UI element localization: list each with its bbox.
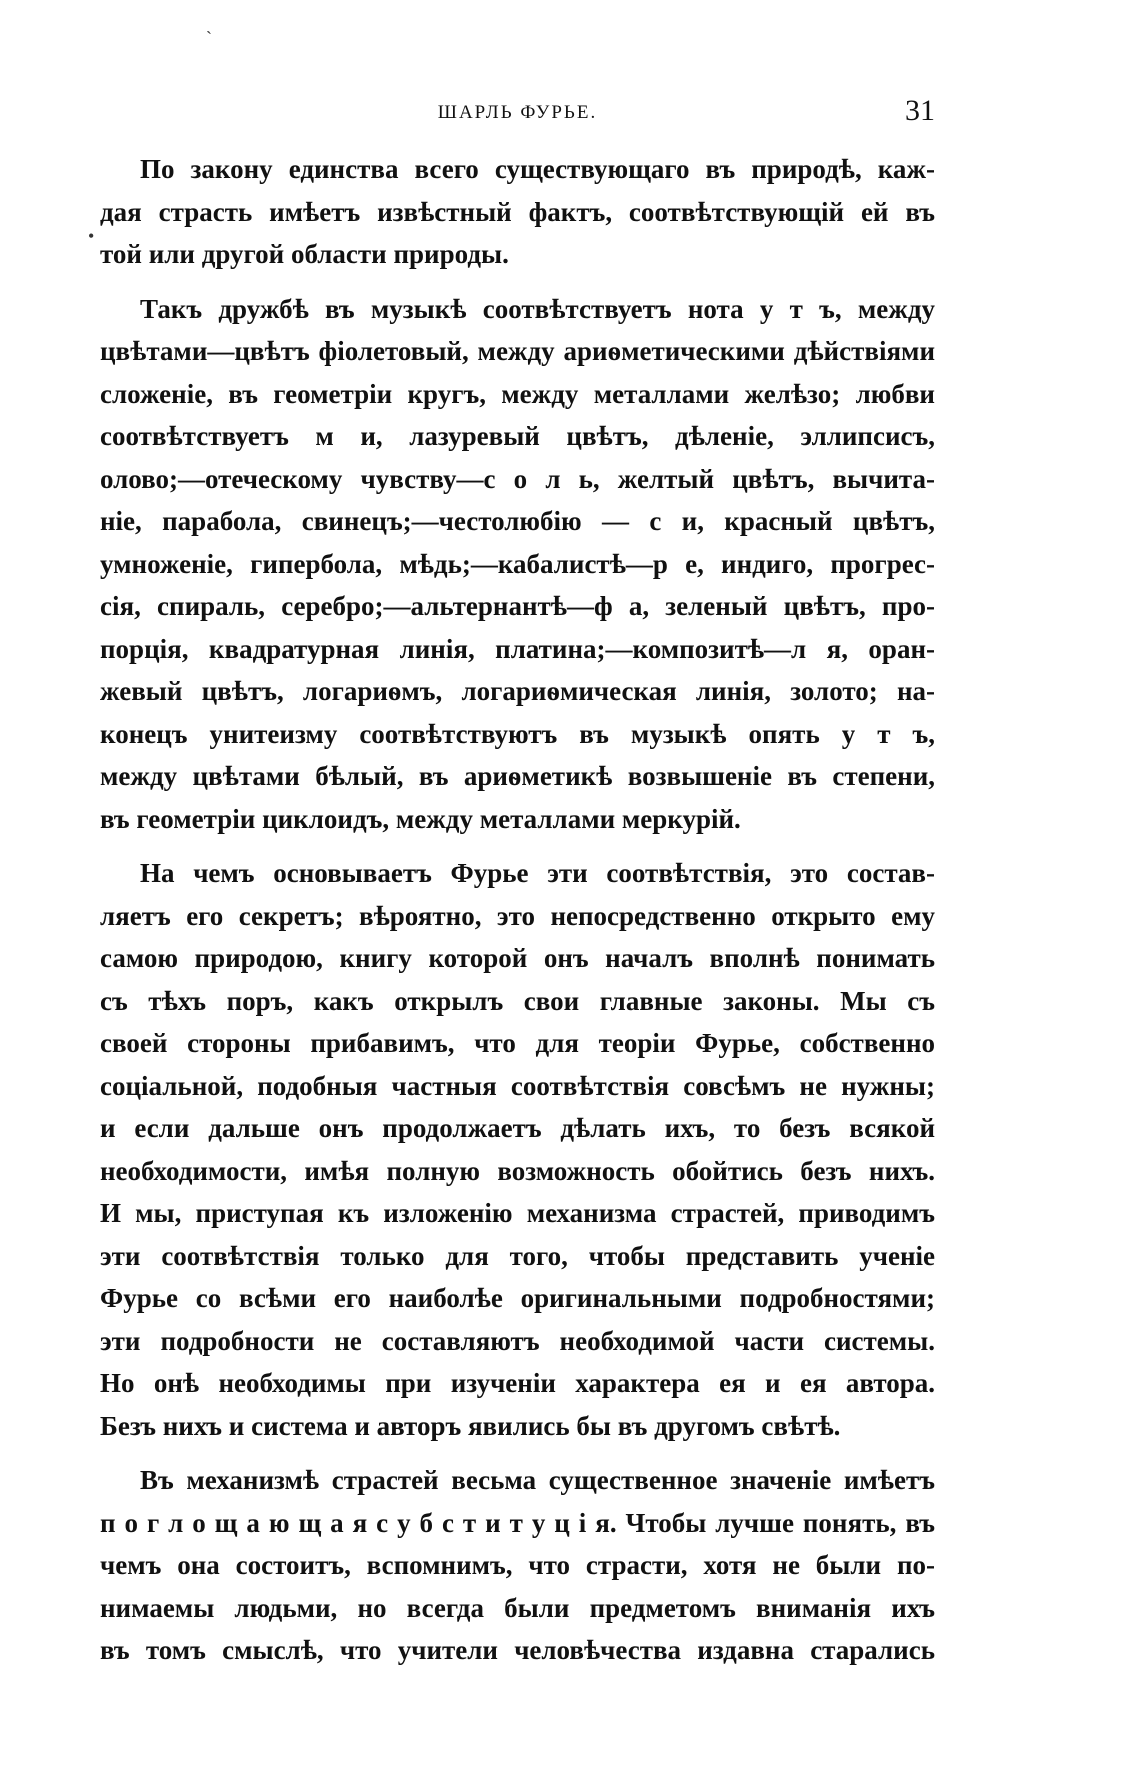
text-line: ніе, парабола, свинецъ;—честолюбію — с и, красный цвѣтъ, xyxy=(100,506,935,536)
text-line: съ тѣхъ поръ, какъ открылъ свои главные законы. Мы съ xyxy=(100,985,935,1016)
text-line: Фурье со всѣми его наиболѣе оригинальными подробностями; xyxy=(100,1283,935,1313)
text-line: чемъ она состоитъ, вспомнимъ, что страсти, хотя не были по- xyxy=(100,1550,935,1580)
text-line: сложеніе, въ геометріи кругъ, между металлами желѣзо; любви xyxy=(100,378,935,409)
text-line: самою природою, книгу которой онъ началъ вполнѣ понимать xyxy=(100,943,935,973)
text-line: Но онѣ необходимы при изученіи характера ея и ея автора. xyxy=(100,1368,935,1398)
text-line: На чемъ основываетъ Фурье эти соотвѣтствія, это состав- xyxy=(140,858,935,888)
paragraph-3 xyxy=(100,852,935,1447)
text-line: нимаемы людьми, но всегда были предметомъ вниманія ихъ xyxy=(100,1592,935,1623)
text-line: Безъ нихъ и система и авторъ явились бы въ другомъ свѣтѣ. xyxy=(100,1410,841,1441)
page-number: 31 xyxy=(905,94,935,127)
text-line: той или другой области природы. xyxy=(100,239,509,269)
text-line: Такъ дружбѣ въ музыкѣ соотвѣтствуетъ нота у т ъ, между xyxy=(140,293,935,324)
text-line: конецъ унитеизму соотвѣтствуютъ въ музыкѣ опять у т ъ, xyxy=(100,718,935,749)
text-line: соотвѣтствуетъ м и, лазуревый цвѣтъ, дѣленіе, эллипсисъ, xyxy=(100,421,935,451)
text-line: необходимости, имѣя полную возможность обойтись безъ нихъ. xyxy=(100,1155,935,1186)
text-line: своей стороны прибавимъ, что для теоріи Фурье, собственно xyxy=(100,1028,935,1058)
text-line: сія, спираль, серебро;—альтернантѣ—ф а, зеленый цвѣтъ, про- xyxy=(100,591,935,621)
page-header xyxy=(100,94,935,134)
paragraph-4 xyxy=(100,1459,935,1672)
text-line: эти подробности не составляютъ необходимой части системы. xyxy=(100,1325,935,1356)
text-line: дая страсть имѣетъ извѣстный фактъ, соотвѣтствующій ей въ xyxy=(100,196,935,227)
text-line: умноженіе, гипербола, мѣдь;—кабалистѣ—р е, индиго, прогрес- xyxy=(100,548,935,579)
stray-mark: ˋ xyxy=(206,28,212,48)
text-line: и если дальше онъ продолжаетъ дѣлать ихъ, то безъ всякой xyxy=(100,1113,935,1143)
text-line: п о г л о щ а ю щ а я с у б с т и т у ц і я. Чтобы лучше понять, въ xyxy=(100,1507,935,1538)
body-text xyxy=(100,148,935,1672)
text-line: Въ механизмѣ страстей весьма существенное значеніе имѣетъ xyxy=(140,1465,935,1495)
text-line: соціальной, подобныя частныя соотвѣтствія совсѣмъ не нужны; xyxy=(100,1070,935,1101)
paragraph-1 xyxy=(100,148,935,276)
text-line: цвѣтами—цвѣтъ фіолетовый, между ариѳметическими дѣйствіями xyxy=(100,336,935,366)
running-title: ШАРЛЬ ФУРЬЕ. xyxy=(437,102,598,123)
paragraph-2 xyxy=(100,288,935,841)
text-line: олово;—отеческому чувству—с о л ь, желтый цвѣтъ, вычита- xyxy=(100,463,935,494)
text-line: эти соотвѣтствія только для того, чтобы представить ученіе xyxy=(100,1240,935,1271)
text-line: И мы, приступая къ изложенію механизма страстей, приводимъ xyxy=(100,1198,935,1228)
text-line: ляетъ его секретъ; вѣроятно, это непосредственно открыто ему xyxy=(100,900,935,931)
text-line: жевый цвѣтъ, логариѳмъ, логариѳмическая линія, золото; на- xyxy=(100,676,935,706)
stray-dot: • xyxy=(88,226,95,246)
text-line: По закону единства всего существующаго въ природѣ, каж- xyxy=(140,154,935,184)
text-line: въ геометріи циклоидъ, между металлами меркурій. xyxy=(100,803,741,834)
text-line: порція, квадратурная линія, платина;—композитѣ—л я, оран- xyxy=(100,633,935,664)
text-line: между цвѣтами бѣлый, въ ариѳметикѣ возвышеніе въ степени, xyxy=(100,761,935,791)
text-line: въ томъ смыслѣ, что учители человѣчества издавна старались xyxy=(100,1635,935,1665)
